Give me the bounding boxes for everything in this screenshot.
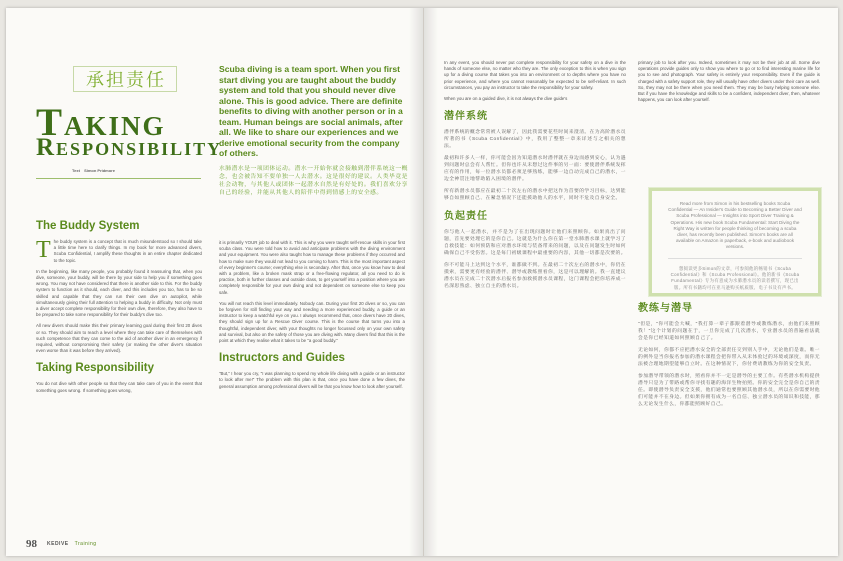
- paragraph: it is primarily YOUR job to deal with it. This is why you were taught self-rescue skills in your first scuba class. You were told how to avoid and anticipate problems with the diving environment and your equipment. You were also taught how to manage these problems if they occurred and how to make sure they would not lead to you coming to harm. This is the most important aspect of every beginner's course; everything else is secondary. After that, once you know how to deal with a problem, like a broken mask strap or a free-flowing regulator, all you need to do is practice, both in further classes and outside class, to get yourself into a position where you are completely responsible for your own diving and not dependent on someone else to keep you safe.: [219, 240, 405, 295]
- left-footer: [26, 538, 97, 550]
- paragraph: When you are on a guided dive, it is not always the dive guide's: [444, 96, 568, 102]
- paragraph-zh: 最初和许多人一样，你可能会因为知道潜水时潜伴就在身边而感到安心，认为遇到问题时总会有人帮忙。但你也许从未想过这件事的另一面：要使潜伴系统发挥应有的作用，每一位潜水员都必须足够熟练，能够一边自动完成自己的潜水，一边全神贯注地帮助陷入困境的潜伴。: [444, 156, 626, 183]
- author-callout-box: [649, 188, 821, 296]
- right-column-2-bottom: [638, 302, 820, 413]
- title-line-1: Taking: [36, 101, 166, 144]
- title-chinese: 承担责任: [86, 70, 166, 91]
- paragraph-zh: 参加潜导带领的潜水时，照看你并不一定是潜导的主要工作。有些潜水机构提供潜导只是为了带路或帮你寻找有趣的海洋生物拍照。你的安全完全是你自己的责任。即使潜导负责安全支援，他们通常也要照顾其他潜水员，所以在你需要时他们可能并不在身边。但如果你拥有成为一名自信、独立潜水员的知识和技能，那么无论发生什么，你都能照顾好自己。: [638, 374, 820, 407]
- heading-buddy-system: The Buddy System: [36, 220, 140, 232]
- left-column-2: [219, 240, 405, 395]
- right-page: [424, 8, 838, 556]
- callout-chinese: 想阅读更多Simon的文章，可参阅他的畅销书《Scuba Confidential》和《Scuba Professional》。他的新书《Scuba Fundamental》专为有意成为水肺潜水员的读者撰写，现已出版。所有书籍均可在亚马逊购买纸质版、电子书及有声书。: [670, 265, 800, 290]
- paragraph: The buddy system is a concept that is much misunderstood so I should take a little time here to clarify things. In my book for more advanced divers, Scuba Confidential, I amplify these thoughts in an entire chapter dedicated to the topic.: [36, 237, 202, 263]
- magazine-name: KEDIVE Training: [47, 541, 97, 547]
- paragraph: You do not dive with other people so that they can take care of you in the event that something goes wrong. If something goes wrong,: [36, 381, 202, 393]
- heading-instructors-guides: Instructors and Guides: [219, 352, 345, 365]
- byline: [72, 168, 118, 173]
- paragraph-zh: "但是，"你可能会大喊，"我打算一辈子都跟着潜导或教练潜水，由他们来照顾我！"这个计划的问题在于，一旦你完成了几次潜水，专业潜水员的普遍看法就会是你已经知道如何照顾自己了。: [638, 322, 820, 341]
- paragraph: primary job to look after you. Indeed, sometimes it may not be their job at all. Some dive operations provide guides only to show you where to go or to find interesting marine life for you to see and photograph. Your safety is entirely your responsibility. Even if the guide is charged with a safety support role, they will usually have other divers under their care as well. So, they may not be there when you need them. They may be busy helping someone else. But if you have the knowledge and skills to be a confident, independent diver, then, whatever happens, you can look after yourself.: [638, 60, 820, 103]
- title-line-2: Responsibility: [36, 134, 223, 161]
- byline-label: Text: [72, 168, 80, 173]
- callout-divider: [668, 258, 802, 259]
- heading-zh-instructors: 教练与潜导: [638, 303, 693, 314]
- callout-english: Read more from Simon in his bestselling books Scuba Confidential — An Insider's Guide to Becoming a Better Diver and Scuba Professional — Insights into Sport Diver Training & Operations. His new book Scuba Fundamental: Start Diving the Right Way is written for people thinking of becoming a scuba diver, has recently been published. Simon's books are all available on Amazon in paperback, e-book and audiobook versions.: [668, 201, 802, 250]
- right-column-1: [444, 60, 626, 295]
- intro-chinese: 水肺潜水是一项团体运动。潜水一开始你就会接触到潜伴系统这一概念，也会被告知不要单独一人去潜水。这是很好的建议。人类毕竟是社会动物，与其他人或团体一起潜水自然是有好处的。我们喜欢分享自己的经验，并能从其他人的陪伴中得到情感上的安全感。: [219, 165, 408, 196]
- paragraph-zh: 你不可能马上达到这个水平，谁都做不到。在最初二十次左右的潜水中，你仍在摸索，需要更有经验的潜伴、潜导或教练照看你，这是可以理解的。我一直建议潜水员在完成二十次潜水后报名参加救援潜水员课程，这门课程会把你培养成一名深思熟虑、独立自主的潜水员。: [444, 263, 626, 290]
- byline-author: Simon Pridmore: [84, 168, 115, 173]
- paragraph-zh: 你与他人一起潜水，并不是为了在出现问题时让他们来照顾你。如果真出了问题，首先要处理它的是你自己。这就是为什么你在第一堂水肺潜水课上就学习了自救技能：如何预防和应对潜水环境与装备带来的问题，以及在问题发生时如何确保自己不受伤害。这是每门初级课程中最重要的内容，其他一切都是次要的。: [444, 230, 626, 257]
- left-column-1: [36, 212, 202, 399]
- paragraph-zh: 潜伴系统的概念常常被人误解了，因此我需要花些时间来澄清。在为高阶潜水员所著的书《Scuba Confidential》中，我用了整整一章来详述与之相关的想法。: [444, 130, 626, 150]
- heading-zh-responsibility: 负起责任: [444, 211, 488, 223]
- paragraph-zh: 无论如何，你都不应把潜水安全的全部责任交到别人手中，无论他们是谁。唯一的例外是当你报名参加的潜水课程会把你带入从未体验过的环境或深度，而你无法被合理地期望能够自立时。在这种情况下，你付费请教练为你的安全负责。: [638, 348, 820, 367]
- page-number: 98: [26, 538, 37, 550]
- left-page: [6, 8, 424, 556]
- title-divider: [36, 178, 201, 179]
- right-column-2-top: [638, 60, 820, 108]
- intro-english: Scuba diving is a team sport. When you first start diving you are taught about the buddy system and told that you should never dive alone. This is good advice. There are definite benefits to diving with another person or in a team. Human beings are social animals, after all. We like to share our experiences and we derive emotional security from the company of others.: [219, 64, 403, 158]
- magazine-spread: [6, 8, 838, 556]
- heading-zh-buddy: 潜伴系统: [444, 111, 488, 123]
- heading-taking-responsibility: Taking Responsibility: [36, 362, 154, 375]
- section-name: Training: [74, 541, 97, 547]
- paragraph: "But," I hear you cry, "I was planning to spend my whole life diving with a guide or an instructor to look after me!" The problem with this plan is that, once you have done a few dives, the general assumption among professional divers will be that you know how to look after yourself.: [219, 371, 405, 389]
- intro-block: [219, 64, 409, 197]
- paragraph: In any event, you should never put complete responsibility for your safety on a dive in the hands of someone else, no matter who they are. The only exception to this is when you sign up for a diving course that takes you into an environment or to depths where you have no prior experience, and where you cannot reasonably be expected to be self-reliant. In such circumstances, you pay an instructor to take the responsibility for your safety.: [444, 60, 626, 90]
- paragraph: All new divers should make this their primary learning goal during their first 20 dives or so. They should aim to reach a level where they can take care of themselves with such competence that they can come to the aid of another diver in an emergency if required, without compromising their safety (or making the other diver's situation even worse than it was before they arrived).: [36, 323, 202, 354]
- paragraph: You will not reach this level immediately. Nobody can. During your first 20 dives or so, you can be forgiven for still finding your way and needing a more experienced buddy, a guide or an instructor to keep a watchful eye on you. I always recommend that, once divers have 20 dives, they should sign up for a Rescue Diver course. This is the course that turns you into a thoughtful, independent diver, with your thoughts no longer focussed only on your own safety and survival, but also on the safety of those you are diving with. Many divers find that this is the point at which they realise what it takes to be "a good buddy.": [219, 300, 405, 344]
- paragraph-zh: 所有新潜水员都应在最初二十次左右的潜水中把这作为首要的学习目标，达到能够自如照顾自己、在紧急情况下还能援助他人的水平，同时不危及自身安全。: [444, 189, 626, 202]
- drop-cap: T: [36, 237, 51, 263]
- paragraph: In the beginning, like many people, you probably found it reassuring that, when you dive, someone, your buddy, will be there by your side to help you if something goes wrong. You may not have considered that there is another side to this. For the buddy system to function as it should, each diver, and this includes you too, has to be so skilled and capable that they can run their own dive on autopilot, while simultaneously giving their full attention to helping a buddy in difficulty. Not only must a diver accept complete responsibility for their own dive, therefore, they also have to be prepared to take some responsibility for their buddy's dive too.: [36, 268, 202, 318]
